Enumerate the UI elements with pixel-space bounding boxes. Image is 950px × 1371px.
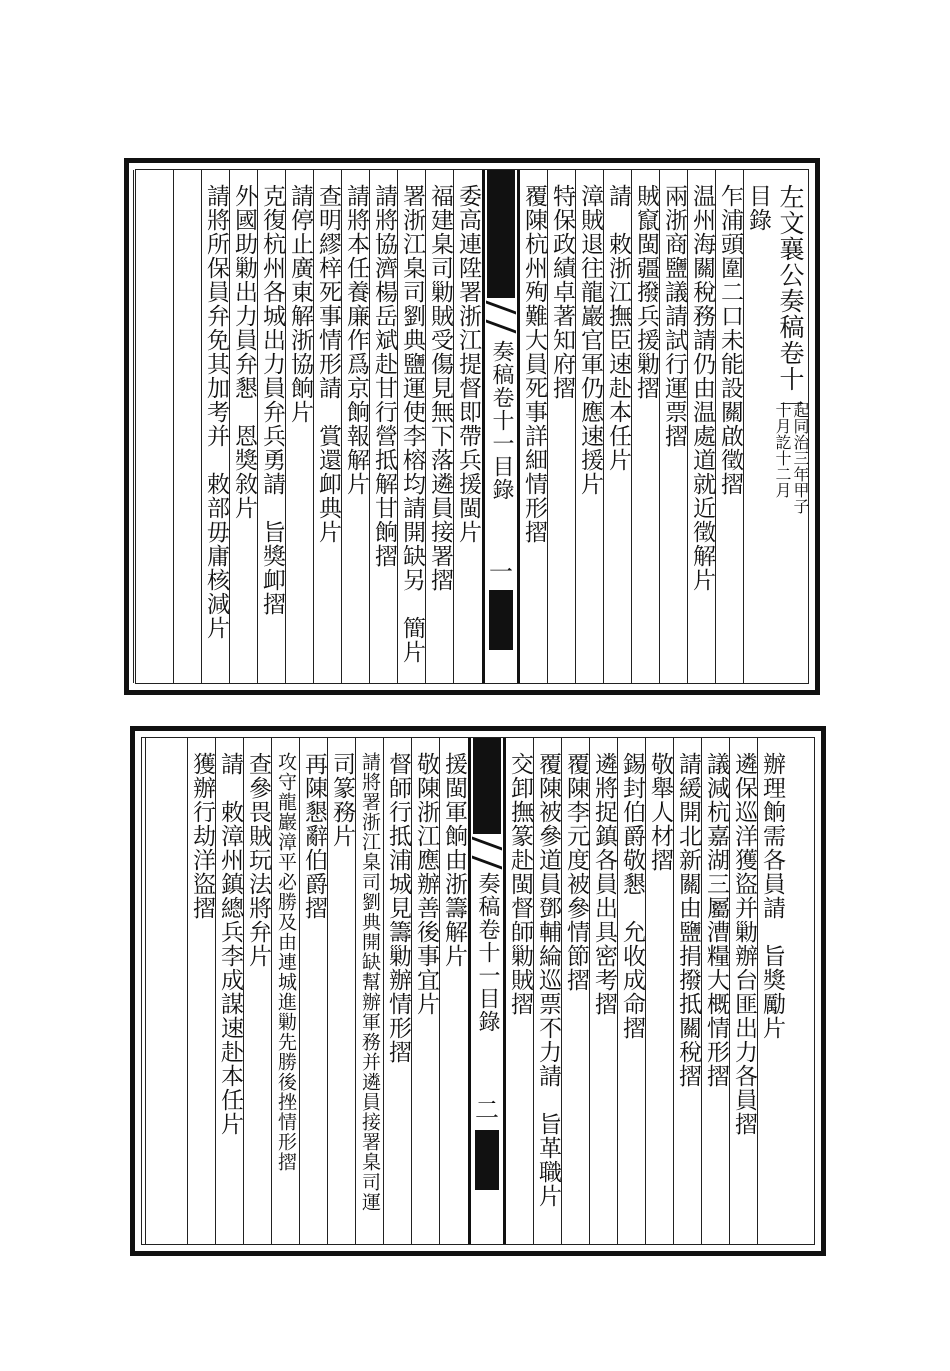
toc-entry [355, 738, 384, 1244]
toc-entry-text: 敬陳浙江應辦善後事宜片 [413, 752, 439, 1016]
empty-column [786, 738, 814, 1244]
fish-tail-mark-icon [472, 842, 502, 858]
toc-entry [645, 738, 674, 1244]
toc-entry-text: 司篆務片 [329, 752, 355, 848]
toc-entry-text: 查參畏賊玩法將弁片 [245, 752, 271, 968]
top-page-frame [135, 169, 809, 684]
toc-entry-text: 遴將捉鎮各員出具密考摺 [591, 752, 617, 1016]
toc-entry-text: 覆陳杭州殉難大員死事詳細情形摺 [521, 184, 547, 544]
date-note-2: 十月訖十二月 [773, 402, 792, 498]
toc-entry-text: 請 敕漳州鎮總兵李成謀速赴本任片 [217, 752, 243, 1136]
toc-entry [257, 170, 286, 683]
toc-entry [729, 738, 758, 1244]
toc-entry-text: 交卸撫篆赴閩督師勦賊摺 [507, 752, 533, 1016]
fish-tail-label: 奏稿卷十一目錄 [475, 872, 500, 1033]
toc-entry-text: 查明繆梓死事情形請 賞還卹典片 [315, 184, 341, 544]
toc-entry [229, 170, 258, 683]
fish-tail-mark-icon [486, 306, 516, 322]
toc-entry-text: 請 敕浙江撫臣速赴本任片 [605, 184, 631, 472]
toc-entry-text: 請將協濟楊岳斌赴甘行營抵解甘餉摺 [371, 184, 397, 568]
toc-entry [425, 170, 454, 683]
toc-entry-text: 請將所保員弁免其加考并 敕部毋庸核減片 [203, 184, 229, 640]
toc-label: 目錄 [745, 184, 771, 232]
toc-entry-text: 援閩軍餉由浙籌解片 [441, 752, 467, 968]
fish-tail-label: 奏稿卷十一目錄 [489, 340, 514, 501]
toc-entry [575, 170, 604, 683]
toc-label-column [743, 170, 772, 683]
toc-entry-text: 特保政績卓著知府摺 [549, 184, 575, 400]
top-title-column [772, 170, 808, 683]
toc-entry [201, 170, 230, 683]
fish-tail-black-cap [473, 738, 501, 834]
toc-entry-text: 福建臬司勦賊受傷見無下落遴員接署摺 [427, 184, 453, 592]
toc-entry-text: 署浙江臬司劉典鹽運使李榕均請開缺另 簡片 [399, 184, 425, 664]
date-note-1: 起同治三年甲子 [791, 402, 810, 514]
toc-entry [505, 738, 534, 1244]
page-number: 一 [489, 558, 513, 586]
empty-column [173, 170, 202, 683]
toc-entry [687, 170, 716, 683]
toc-entry-text: 請將本任養廉作爲京餉報解片 [343, 184, 369, 496]
toc-entry [243, 738, 272, 1244]
toc-entry [327, 738, 356, 1244]
toc-entry-text: 請停止廣東解浙協餉片 [287, 184, 313, 424]
fish-tail-strip [482, 170, 520, 683]
toc-entry [757, 738, 786, 1244]
volume-title: 左文襄公奏稿卷十一 [776, 184, 805, 418]
toc-entry [187, 738, 216, 1244]
toc-entry-text: 温州海關稅務請仍由温處道就近徵解片 [689, 184, 715, 592]
toc-entry-text: 兩浙商鹽議請試行運票摺 [661, 184, 687, 448]
toc-entry-text: 獲辦行劫洋盜摺 [189, 752, 215, 920]
toc-entry-text: 委高連陞署浙江提督即帶兵援閩片 [455, 184, 481, 544]
toc-entry [603, 170, 632, 683]
fish-tail-black-stub [489, 590, 513, 650]
toc-entry [547, 170, 576, 683]
toc-entry [561, 738, 590, 1244]
toc-entry-text: 議減杭嘉湖三屬漕糧大概情形摺 [703, 752, 729, 1088]
toc-entry [397, 170, 426, 683]
empty-column [133, 170, 174, 683]
toc-entry [533, 738, 562, 1244]
toc-entry-text: 請緩開北新關由鹽捐撥抵關稅摺 [675, 752, 701, 1088]
toc-entry-text: 賊竄閩疆撥兵援勦摺 [633, 184, 659, 400]
toc-entry [313, 170, 342, 683]
toc-entry-text: 外國助勦出力員弁懇 恩獎敘片 [231, 184, 257, 520]
toc-entry [369, 170, 398, 683]
toc-entry [341, 170, 370, 683]
toc-entry [383, 738, 412, 1244]
toc-entry-text: 遴保巡洋獲盜并勦辦台匪出力各員摺 [731, 752, 757, 1136]
toc-entry [453, 170, 482, 683]
toc-entry [285, 170, 314, 683]
toc-entry [215, 738, 244, 1244]
toc-entry [439, 738, 468, 1244]
toc-entry [715, 170, 744, 683]
fish-tail-strip [468, 738, 506, 1244]
toc-entry [589, 738, 618, 1244]
toc-entry-text: 錫封伯爵敬懇 允收成命摺 [619, 752, 645, 1040]
fish-tail-black-cap [487, 170, 515, 298]
toc-entry [631, 170, 660, 683]
toc-entry-text: 漳賊退往龍巖官軍仍應速援片 [577, 184, 603, 496]
toc-entry-text: 覆陳李元度被參情節摺 [563, 752, 589, 992]
toc-entry [519, 170, 548, 683]
toc-entry [299, 738, 328, 1244]
toc-entry-text: 督師行抵浦城見籌勦辦情形摺 [385, 752, 411, 1064]
toc-entry [617, 738, 646, 1244]
empty-column [145, 738, 188, 1244]
toc-entry [673, 738, 702, 1244]
toc-entry [701, 738, 730, 1244]
bottom-page-frame [141, 737, 815, 1245]
toc-entry [411, 738, 440, 1244]
toc-entry [659, 170, 688, 683]
top-page [124, 158, 820, 695]
toc-entry-text: 乍浦頭圍二口未能設關啟徵摺 [717, 184, 743, 496]
toc-entry-text: 克復杭州各城出力員弁兵勇請 旨獎卹摺 [259, 184, 285, 616]
fish-tail-black-stub [475, 1130, 499, 1190]
toc-entry-text: 覆陳被參道員鄧輔綸巡票不力請 旨革職片 [535, 752, 561, 1208]
toc-entry-text: 再陳懇辭伯爵摺 [301, 752, 327, 920]
bottom-page [130, 726, 826, 1256]
toc-entry-text: 敬舉人材摺 [647, 752, 673, 872]
toc-entry-text: 辦理餉需各員請 旨獎勵片 [759, 752, 785, 1040]
page-number: 二 [475, 1096, 499, 1124]
toc-entry [271, 738, 300, 1244]
toc-entry-text: 請將署浙江臬司劉典開缺幫辦軍務并遴員接署臬司運 [359, 752, 381, 1212]
toc-entry-text: 攻守龍巖漳平必勝及由連城進勦先勝後挫情形摺 [275, 752, 297, 1172]
